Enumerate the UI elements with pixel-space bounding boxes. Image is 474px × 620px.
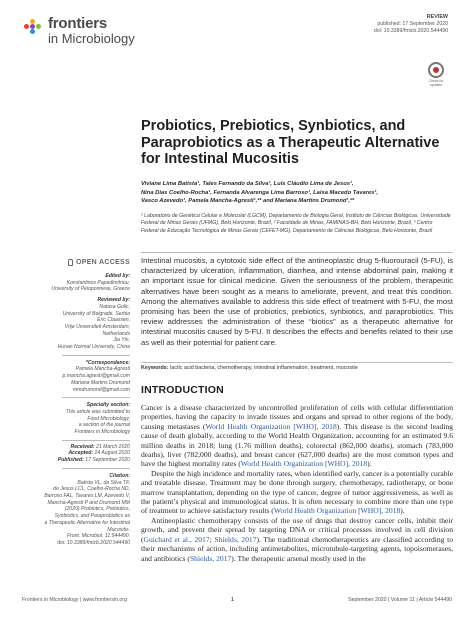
citation-line: de Jesus LCL, Coelho-Rocha ND, [53, 486, 130, 493]
introduction-body [141, 403, 453, 563]
article-sidebar [22, 258, 130, 547]
authors-line: Viviane Lima Batista¹, Tales Fernando da Silva¹, Luís Cláudio Lima de Jesus¹, [141, 181, 354, 187]
citation-line: a Therapeutic Alternative for Intestinal [44, 519, 130, 526]
correspondent-name: Mariana Martins Drumond [71, 379, 130, 386]
affiliation-text: ¹ Laboratório de Genética Celular e Molecular (LGCM), Departamento de Biologia Geral, Instituto de Ciências Biológicas, Universidade Federal de Minas Gerais (UFMG), Belo Horizonte, Brazil, ² Faculdade de Minas, FAMINAS-BH, Belo Horizonte, Brazil, ³ Centro Federal de Educação Tecnológica de Minas Gerais (CEFET-MG), Departamento de Ciências Biológicas, Belo Horizonte, Brazil [141, 213, 451, 234]
citation-doi[interactable]: doi: 10.3389/fmicb.2020.544490 [57, 539, 130, 546]
reviewed-by-heading: Reviewed by: [97, 297, 130, 304]
reviewer-line: University of Belgrade, Serbia [62, 310, 130, 317]
citation-line: Mucositis. [107, 526, 130, 533]
citation-line: Front. Microbiol. 11:544490. [66, 533, 130, 540]
published-label: Published: [57, 457, 84, 464]
section-line: This article was submitted to [65, 408, 130, 415]
citation-line: Batista VL, da Silva TF, [77, 479, 130, 486]
body-paragraph: Antineoplastic chemotherapy consists of the use of drugs that destroy cancer cells, inhibit their growth, and prevent their spread by targeting DNA or critical processes involved in cell division (Guichard et al., 2017; Shields, 2017). The traditional chemotherapeutics are classified according to their mechanisms of action, including antimetabolites, microtubule-targeting agents, topoisomerases, and antibiotics (Shields, 2017). The therapeutic arsenal mostly used in the [141, 515, 453, 563]
received-label: Received: [70, 443, 95, 450]
accepted-date: 24 August 2020 [94, 450, 130, 457]
citation-link[interactable]: Guichard et al., 2017 [143, 534, 210, 544]
frontiers-logo-icon [22, 16, 44, 38]
abstract: Intestinal mucositis, a cytotoxic side effect of the antineoplastic drug 5-fluorouracil (5-FU), is characterized by ulceration, inflammation, diarrhea, and intense abdominal pain, making it an important issue for clinical medicine. Given the seriousness of the problem, therapeutic alternatives have been sought as a means to ameliorate, prevent, and treat this condition. Among the alternatives available to address this side effect of treatment with 5-FU, the most promising has been the use of probiotics, prebiotics, synbiotics, and paraprobiotics. This review addresses the administration of these “biotics” as a therapeutic alternative for intestinal mucositis caused by 5-FU. It describes the effects and benefits related to their use as well as their potential for patient care. [141, 256, 453, 347]
section-line: Food Microbiology, [87, 415, 130, 422]
reviewer-line: Jia Yin, [113, 337, 130, 344]
received-date: 21 March 2020 [96, 443, 130, 450]
reviewer-line: Hunan Normal University, China [57, 344, 130, 351]
correspondence-heading: *Correspondence: [85, 359, 130, 366]
journal-logo[interactable] [22, 16, 135, 46]
citation-link[interactable]: Shields, 2017 [214, 534, 257, 544]
divider [141, 252, 453, 253]
check-updates-icon [428, 62, 444, 78]
specialty-section-heading: Specialty section: [86, 402, 130, 409]
introduction-heading: INTRODUCTION [141, 384, 224, 396]
article-title: Probiotics, Prebiotics, Synbiotics, and Paraprobiotics as a Therapeutic Alternative for Intestinal Mucositis [141, 118, 440, 167]
correspondent-email[interactable]: mmdrumond@gmail.com [73, 386, 130, 393]
divider [141, 362, 453, 363]
published-date: published: 17 September 2020 [377, 21, 448, 27]
doi[interactable]: doi: 10.3389/fmicb.2020.544490 [373, 28, 448, 34]
journal-name-line1: frontiers [48, 15, 108, 32]
author-list [141, 180, 451, 206]
citation-line: Barroso FAL, Tavares LM, Azevedo V, [44, 492, 130, 499]
footer-issue: September 2020 | Volume 11 | Article 544490 [348, 597, 452, 603]
open-access-label: OPEN ACCESS [22, 258, 130, 267]
article-type: REVIEW [426, 14, 448, 20]
editor-affiliation: University of Peloponnese, Greece [51, 286, 130, 293]
affiliations [141, 213, 451, 235]
keywords [141, 365, 453, 372]
accepted-label: Accepted: [68, 450, 94, 457]
body-paragraph: Despite the high incidence and mortality rates, when identified early, cancer is a potentially curable and treatable disease. Treatment may be done through surgery, chemotherapy, radiotherapy, or bone marrow transplantation, depending on the type of cancer, degree of tumor aggressiveness, as well as the patient’s physical and immunological status. It is often necessary to combine more than one type of treatment to achieve satisfactory results (World Health Organization [WHO], 2018). [141, 468, 453, 516]
citation-heading: Citation: [109, 472, 130, 479]
citation-link[interactable]: Shields, 2017 [189, 553, 232, 563]
citation-line: (2020) Probiotics, Prebiotics, [64, 506, 130, 513]
correspondent-email[interactable]: p.mancha.agresti@gmail.com [62, 373, 130, 380]
section-line: a section of the journal [78, 422, 130, 429]
keywords-label: Keywords: [141, 365, 169, 371]
citation-line: Mancha-Agresti P and Drumond MM [47, 499, 130, 506]
published-date: 17 September 2020 [85, 457, 130, 464]
check-for-updates-button[interactable] [426, 62, 446, 87]
check-updates-label: Check for updates [428, 79, 444, 87]
citation-line: Synbiotics, and Paraprobiotics as [54, 513, 130, 520]
section-line: Frontiers in Microbiology [74, 429, 130, 436]
keywords-list: lactic acid bacteria, chemotherapy, intestinal inflammation, treatment, mucosite [170, 365, 358, 371]
page-number: 1 [231, 597, 234, 603]
authors-line: Vasco Azevedo¹, Pamela Mancha-Agresti¹,²* and Mariana Martins Drumond¹,²* [141, 198, 355, 204]
article-dates [22, 444, 130, 464]
citation-link[interactable]: World Health Organization [WHO], 2018 [240, 459, 368, 469]
reviewer-line: Eric Claassen, [97, 317, 130, 324]
footer-journal[interactable]: Frontiers in Microbiology | www.frontiersin.org [22, 597, 127, 603]
edited-by-heading: Edited by: [105, 273, 130, 279]
correspondent-name: Pamela Mancha-Agresti [75, 366, 130, 373]
reviewer-line: Natasa Golic, [99, 303, 130, 310]
citation-link[interactable]: World Health Organization [WHO], 2018 [205, 421, 337, 431]
open-access-lock-icon [68, 259, 73, 266]
body-paragraph: Cancer is a disease characterized by uncontrolled proliferation of cells with cellular differentiation properties, having the capacity to invade tissues and organs and spread to other regions of the body, causing metastases (World Health Organization [WHO], 2018). This disease is the second leading cause of death globally, according to the World Health Organization, accounting for an estimated 9.6 million deaths in 2018; lung (1.76 million deaths), colorectal (862,000 deaths), stomach (783,000 deaths), liver (782,000 deaths), and breast cancer (627,000 deaths) are the most common types and have the highest mortality rates (World Health Organization [WHO], 2018). [141, 403, 453, 469]
citation-link[interactable]: World Health Organization [WHO], 2018 [273, 506, 401, 516]
authors-line: Nina Dias Coelho-Rocha¹, Fernanda Alvarenga Lima Barroso¹, Laisa Macedo Tavares¹, [141, 189, 378, 196]
editor-name: Konstantinos Papadimitriou, [66, 279, 130, 286]
reviewer-line: Vrije Universiteit Amsterdam, [64, 323, 130, 330]
reviewer-line: Netherlands [102, 330, 130, 337]
journal-name-line2: in Microbiology [48, 31, 135, 46]
publication-info [374, 14, 448, 35]
page-header [0, 0, 474, 58]
